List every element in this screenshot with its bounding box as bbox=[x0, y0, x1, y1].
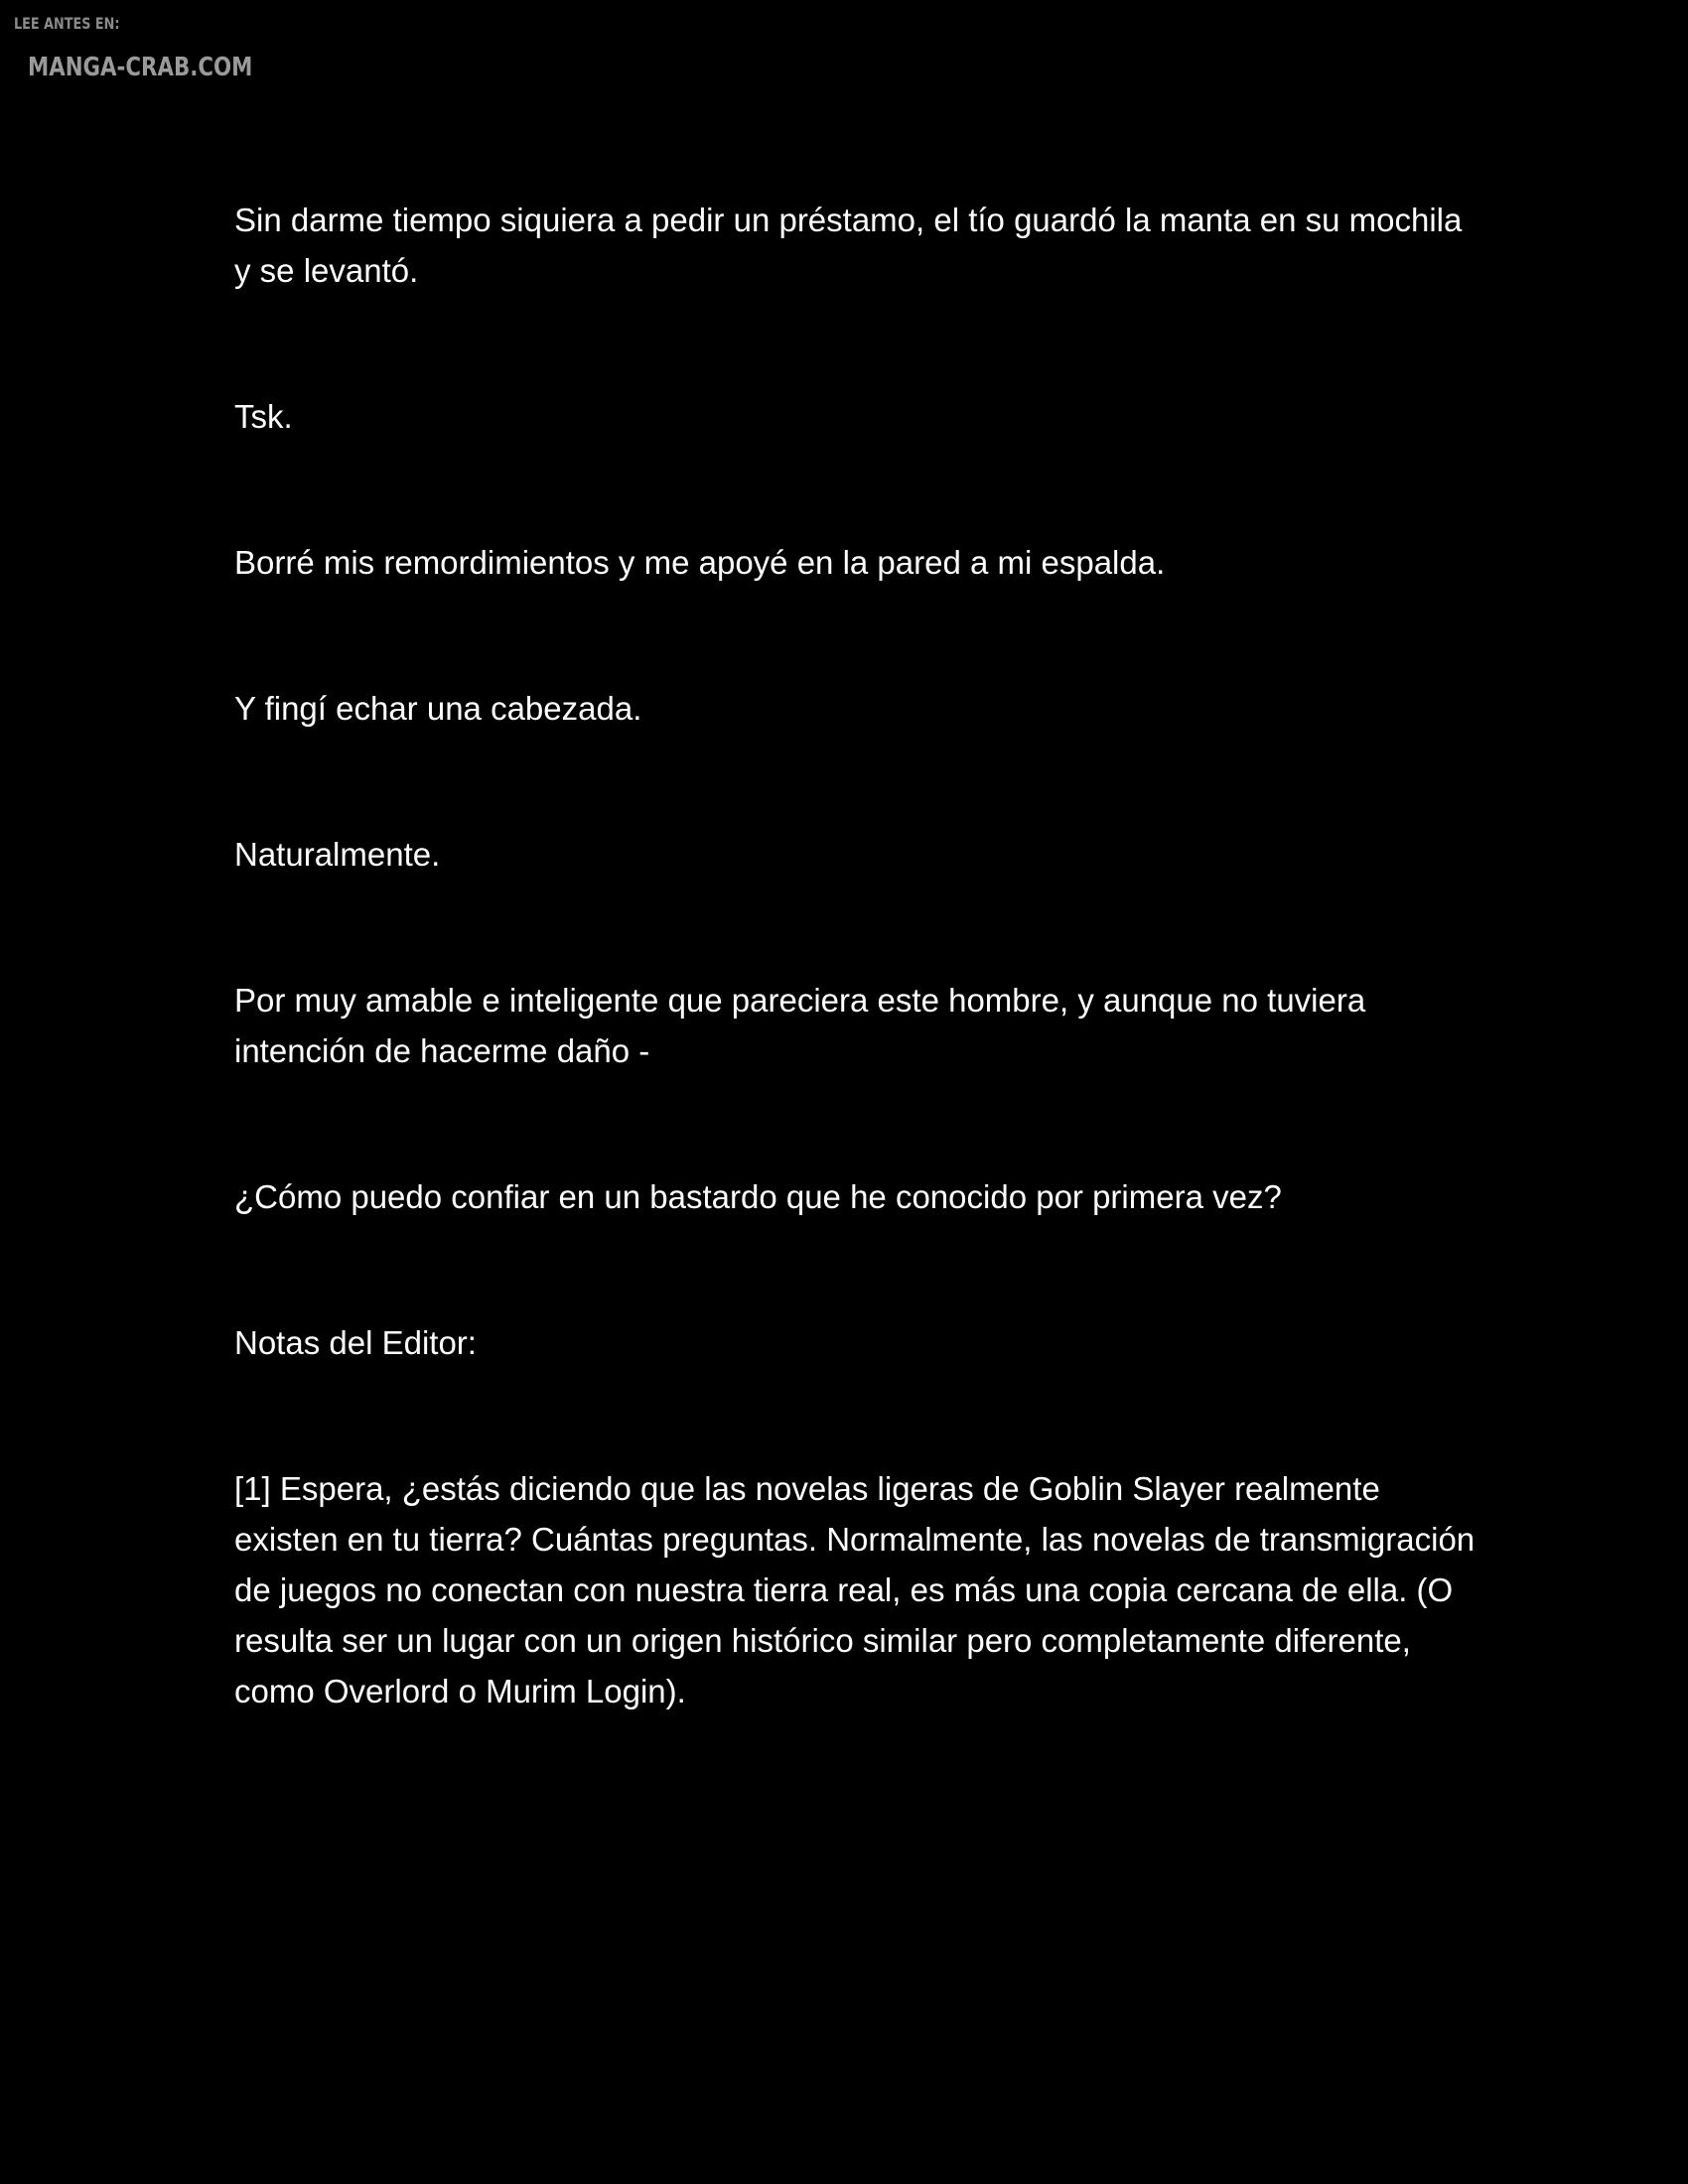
paragraph: Sin darme tiempo siquiera a pedir un préstamo, el tío guardó la manta en su mochila y se levantó. bbox=[234, 202, 1463, 289]
watermark-site-text: MANGA-CRAB.COM bbox=[28, 53, 253, 82]
editor-note: [1] Espera, ¿estás diciendo que las novelas ligeras de Goblin Slayer realmente existen en tu tierra? Cuántas preguntas. Normalmente, las novelas de transmigración de juegos no conectan con nuestra tierra real, es más una copia cercana de ella. (O resulta ser un lugar con un origen histórico similar pero completamente diferente, como Overlord o Murim Login). bbox=[234, 1470, 1476, 1709]
paragraph: Tsk. bbox=[234, 398, 293, 435]
editor-notes-heading: Notas del Editor: bbox=[234, 1324, 477, 1361]
paragraph: Naturalmente. bbox=[234, 836, 441, 873]
paragraph: Borré mis remordimientos y me apoyé en la pared a mi espalda. bbox=[234, 544, 1166, 581]
document-body bbox=[234, 195, 1476, 1812]
paragraph: ¿Cómo puedo confiar en un bastardo que he conocido por primera vez? bbox=[234, 1178, 1282, 1215]
watermark-lead-text: LEE ANTES EN: bbox=[14, 14, 120, 33]
watermark bbox=[14, 14, 302, 82]
paragraph: Por muy amable e inteligente que pareciera este hombre, y aunque no tuviera intención de hacerme daño - bbox=[234, 982, 1366, 1069]
paragraph: Y fingí echar una cabezada. bbox=[234, 690, 642, 727]
